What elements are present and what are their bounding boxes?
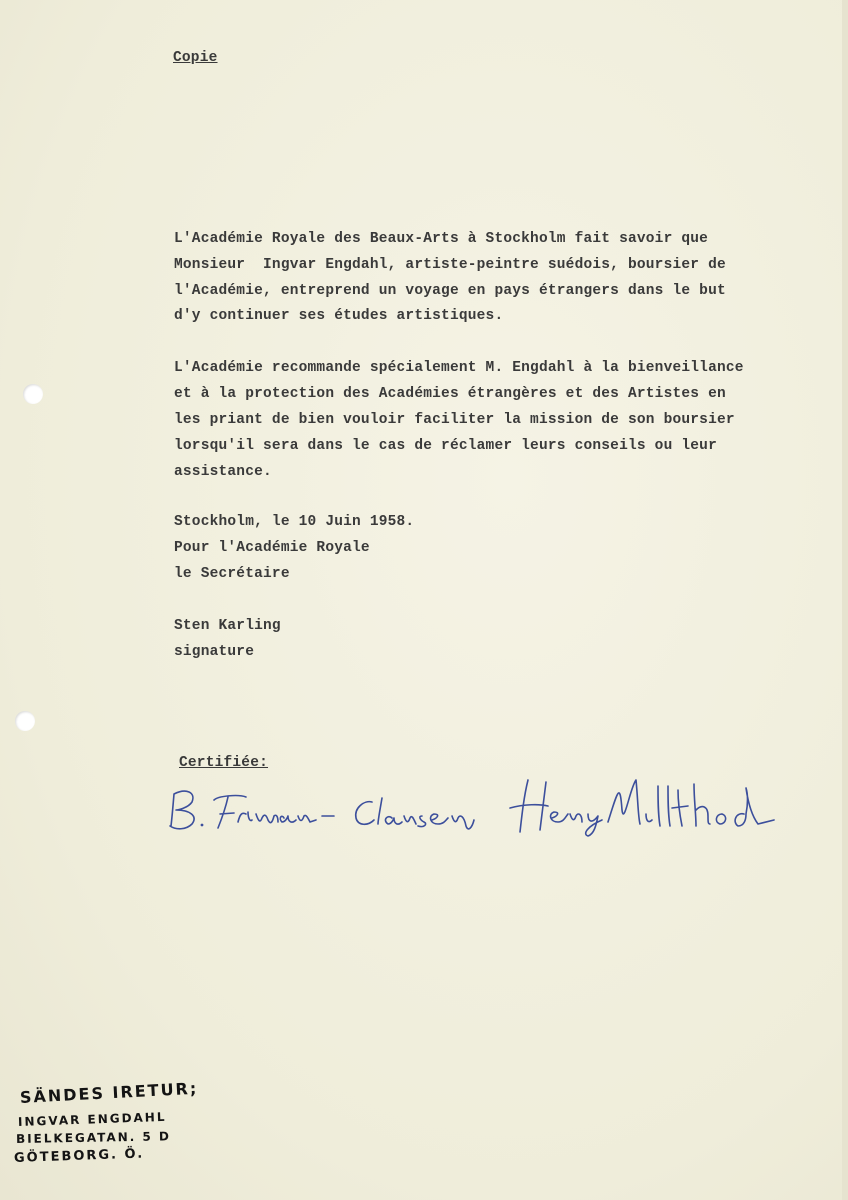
academy-line: Pour l'Académie Royale — [174, 540, 370, 556]
punch-hole-upper — [23, 384, 43, 404]
punch-hole-lower — [15, 711, 35, 731]
signature-first — [170, 791, 334, 829]
certification-label: Certifiée: — [179, 755, 269, 771]
paragraph1-line: L'Académie Royale des Beaux-Arts à Stockholm fait savoir que — [174, 231, 709, 247]
paragraph2-line: les priant de bien vouloir faciliter la mission de son boursier — [174, 412, 735, 428]
paper-edge — [842, 0, 848, 1200]
paragraph2-line: lorsqu'il sera dans le cas de réclamer leurs conseils ou leur — [174, 438, 717, 454]
return-city: GÖTEBORG. Ö. — [13, 1146, 145, 1166]
handwritten-signature — [168, 770, 778, 840]
return-name: INGVAR ENGDAHL — [17, 1109, 167, 1129]
paragraph2-line: et à la protection des Académies étrangères et des Artistes en — [174, 386, 726, 402]
return-street: BIELKEGATAN. 5 D — [15, 1129, 172, 1146]
return-instruction: SÄNDES IRETUR; — [19, 1078, 199, 1107]
signatory-name: Sten Karling — [174, 618, 281, 634]
secretary-line: le Secrétaire — [174, 566, 290, 582]
signature-second — [356, 798, 474, 829]
paragraph2-line: assistance. — [174, 464, 272, 480]
paragraph1-line: Monsieur Ingvar Engdahl, artiste-peintre suédois, boursier de — [174, 257, 726, 273]
document-heading: Copie — [173, 50, 218, 66]
paragraph1-line: l'Académie, entreprend un voyage en pays étrangers dans le but — [174, 283, 726, 299]
signature-third — [510, 780, 774, 836]
paragraph2-line: L'Académie recommande spécialement M. Engdahl à la bienveillance — [174, 360, 744, 376]
place-date: Stockholm, le 10 Juin 1958. — [174, 514, 415, 530]
signature-note: signature — [174, 644, 255, 660]
paragraph1-line: d'y continuer ses études artistiques. — [174, 308, 504, 324]
handwritten-return-address — [13, 1078, 274, 1180]
